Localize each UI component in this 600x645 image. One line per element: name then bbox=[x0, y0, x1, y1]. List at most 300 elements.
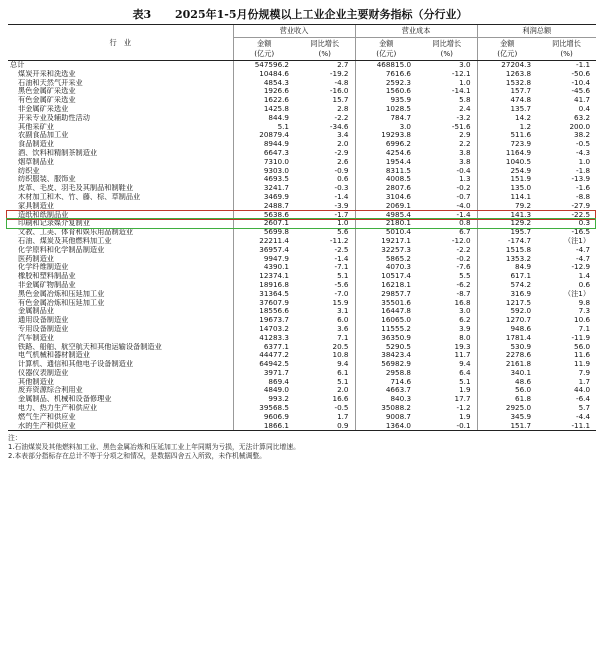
cell-value: 9303.0 bbox=[233, 167, 295, 176]
table-row bbox=[8, 334, 596, 343]
table-row bbox=[8, 105, 596, 114]
table-row bbox=[8, 263, 596, 272]
cell-value: 16218.1 bbox=[355, 281, 417, 290]
cell-value: 340.1 bbox=[477, 369, 537, 378]
cell-value: 474.8 bbox=[477, 96, 537, 105]
table-row bbox=[8, 219, 596, 228]
cell-value: 574.2 bbox=[477, 281, 537, 290]
table-row bbox=[8, 378, 596, 387]
cell-value: 1.0 bbox=[578, 157, 591, 166]
industry-name: 文教、工美、体育和娱乐用品制造业 bbox=[18, 228, 134, 237]
cell-value: 1353.2 bbox=[477, 255, 537, 264]
cell-value: 511.6 bbox=[477, 131, 537, 140]
cell-value: -5.6 bbox=[334, 280, 349, 289]
cell-value: -12.1 bbox=[451, 69, 471, 78]
cell-value: 6.2 bbox=[459, 316, 471, 325]
cell-value: 5.8 bbox=[459, 96, 471, 105]
cell-value: （注1） bbox=[563, 289, 591, 298]
cell-value: -1.4 bbox=[456, 210, 471, 219]
table-row bbox=[8, 255, 596, 264]
cell-value: 0.6 bbox=[337, 175, 349, 184]
cell-value: 714.6 bbox=[355, 378, 417, 387]
cell-value: -7.0 bbox=[334, 289, 349, 298]
industry-name: 非金属矿物制品业 bbox=[18, 280, 76, 289]
cell-value: 17.7 bbox=[454, 395, 471, 404]
cell-value: 5699.8 bbox=[233, 228, 295, 237]
cell-value: 15.9 bbox=[332, 298, 349, 307]
industry-name: 纺织业 bbox=[18, 166, 40, 175]
cell-value: -2.9 bbox=[334, 148, 349, 157]
cell-value: 3.0 bbox=[355, 123, 417, 132]
industry-name: 水的生产和供应业 bbox=[8, 422, 233, 431]
cell-value: 840.3 bbox=[355, 395, 417, 404]
cell-value: 5290.5 bbox=[355, 343, 417, 352]
cell-value: 617.1 bbox=[477, 272, 537, 281]
cell-value: 993.2 bbox=[233, 395, 295, 404]
cell-value: 8311.5 bbox=[355, 167, 417, 176]
cell-value: 9606.9 bbox=[233, 413, 295, 422]
cost-header: 营业成本 bbox=[355, 25, 477, 38]
cell-value: 1.2 bbox=[477, 123, 537, 132]
cell-value: 7.3 bbox=[578, 307, 591, 316]
cell-value: 16065.0 bbox=[355, 316, 417, 325]
cell-value: -4.7 bbox=[576, 254, 591, 263]
industry-name: 金属制品业 bbox=[18, 307, 54, 316]
industry-name: 其他采矿业 bbox=[18, 122, 54, 131]
industry-name: 金属制品、机械和设备修理业 bbox=[18, 395, 112, 404]
cell-value: -12.0 bbox=[451, 236, 471, 245]
cell-value: 784.7 bbox=[355, 114, 417, 123]
industry-name: 总计 bbox=[10, 60, 25, 69]
cell-value: 7.1 bbox=[578, 324, 591, 333]
cell-value: 5865.2 bbox=[355, 255, 417, 264]
cell-value: 2161.8 bbox=[477, 360, 537, 369]
cell-value: 61.8 bbox=[477, 395, 537, 404]
cell-value: -0.2 bbox=[456, 254, 471, 263]
cell-value: 1.0 bbox=[459, 78, 471, 87]
cell-value: 1622.6 bbox=[233, 96, 295, 105]
cell-value: 15.7 bbox=[332, 96, 349, 105]
cell-value: -27.9 bbox=[571, 201, 591, 210]
cell-value: 4254.6 bbox=[355, 149, 417, 158]
cell-value: 141.3 bbox=[477, 211, 537, 220]
cell-value: -1.7 bbox=[334, 210, 349, 219]
cell-value: -13.9 bbox=[571, 175, 591, 184]
cell-value: -2.2 bbox=[456, 245, 471, 254]
growth-unit: (%) bbox=[440, 49, 453, 58]
cell-value: 32257.3 bbox=[355, 246, 417, 255]
cell-value: 5.1 bbox=[337, 377, 349, 386]
cell-value: 3.0 bbox=[459, 60, 471, 69]
cell-value: 1364.0 bbox=[355, 422, 417, 431]
table-wrapper bbox=[0, 24, 600, 431]
cell-value: 16447.8 bbox=[355, 307, 417, 316]
table-row bbox=[8, 237, 596, 246]
cell-value: 5.1 bbox=[337, 272, 349, 281]
table-row bbox=[8, 70, 596, 79]
industry-name: 化学纤维制造业 bbox=[18, 263, 69, 272]
cell-value: 1.3 bbox=[459, 175, 471, 184]
cell-value: 11.9 bbox=[574, 360, 591, 369]
growth-unit: (%) bbox=[560, 49, 573, 58]
cell-value: 20879.4 bbox=[233, 131, 295, 140]
cell-value: 10517.4 bbox=[355, 272, 417, 281]
cell-value: -6.2 bbox=[456, 280, 471, 289]
cell-value: -10.4 bbox=[571, 78, 591, 87]
table-row bbox=[8, 307, 596, 316]
cell-value: 1.9 bbox=[459, 412, 471, 421]
cell-value: 135.7 bbox=[477, 105, 537, 114]
cell-value: 9.4 bbox=[337, 360, 349, 369]
growth-col-header bbox=[295, 38, 355, 61]
cell-value: -3.9 bbox=[334, 201, 349, 210]
industry-name: 仪器仪表制造业 bbox=[18, 368, 69, 377]
cell-value: 6.1 bbox=[337, 368, 349, 377]
table-row bbox=[8, 369, 596, 378]
cell-value: 2.2 bbox=[459, 140, 471, 149]
table-row bbox=[8, 422, 596, 431]
cell-value: -45.6 bbox=[571, 87, 591, 96]
industry-header: 行 业 bbox=[8, 25, 233, 61]
cell-value: 1.0 bbox=[337, 219, 349, 228]
profit-header: 利润总额 bbox=[477, 25, 596, 38]
cell-value: 6.0 bbox=[337, 316, 349, 325]
table-row bbox=[8, 114, 596, 123]
table-row bbox=[8, 351, 596, 360]
growth-label: 同比增长 bbox=[552, 39, 581, 48]
cell-value: -1.1 bbox=[576, 60, 591, 69]
cell-value: 10.6 bbox=[574, 316, 591, 325]
cell-value: 195.7 bbox=[477, 228, 537, 237]
industry-name: 汽车制造业 bbox=[18, 333, 54, 342]
cell-value: 2.7 bbox=[337, 60, 349, 69]
cell-value: -22.5 bbox=[571, 210, 591, 219]
cell-value: 35088.2 bbox=[355, 404, 417, 413]
cell-value: 5638.6 bbox=[233, 211, 295, 220]
cell-value: 16.8 bbox=[454, 298, 471, 307]
cell-value: 844.9 bbox=[233, 114, 295, 123]
cell-value: 935.9 bbox=[355, 96, 417, 105]
cell-value: 16.6 bbox=[332, 395, 349, 404]
cell-value: 5.6 bbox=[337, 228, 349, 237]
cell-value: 56982.9 bbox=[355, 360, 417, 369]
table-row bbox=[8, 211, 596, 220]
cell-value: 44.0 bbox=[574, 386, 591, 395]
cell-value: 114.1 bbox=[477, 193, 537, 202]
cell-value: 1515.8 bbox=[477, 246, 537, 255]
cell-value: -1.6 bbox=[576, 184, 591, 193]
industry-name: 印刷和记录媒介复制业 bbox=[18, 219, 90, 228]
cell-value: 27204.3 bbox=[477, 61, 537, 70]
cell-value: -16.0 bbox=[329, 87, 349, 96]
cell-value: 9947.9 bbox=[233, 255, 295, 264]
cell-value: -8.7 bbox=[456, 289, 471, 298]
cell-value: 3.8 bbox=[459, 157, 471, 166]
cell-value: -6.4 bbox=[576, 395, 591, 404]
cell-value: 3.8 bbox=[459, 148, 471, 157]
table-row bbox=[8, 316, 596, 325]
cell-value: 63.2 bbox=[574, 113, 591, 122]
cell-value: -0.9 bbox=[334, 166, 349, 175]
cell-value: 9008.7 bbox=[355, 413, 417, 422]
amount-label: 金额 bbox=[500, 39, 515, 48]
cell-value: 345.9 bbox=[477, 413, 537, 422]
cell-value: 41.7 bbox=[574, 96, 591, 105]
cell-value: -11.2 bbox=[329, 236, 349, 245]
table-row bbox=[8, 61, 596, 70]
table-title bbox=[0, 0, 600, 24]
cell-value: 2180.1 bbox=[355, 219, 417, 228]
table-row bbox=[8, 395, 596, 404]
cell-value: 2488.7 bbox=[233, 202, 295, 211]
industry-name: 食品制造业 bbox=[18, 140, 54, 149]
cell-value: 6.7 bbox=[459, 228, 471, 237]
cell-value: 1781.4 bbox=[477, 334, 537, 343]
cell-value: 948.6 bbox=[477, 325, 537, 334]
cell-value: -4.4 bbox=[576, 412, 591, 421]
cell-value: 0.9 bbox=[295, 422, 355, 431]
cell-value: -3.2 bbox=[456, 113, 471, 122]
table-row bbox=[8, 299, 596, 308]
cell-value: 10.8 bbox=[332, 351, 349, 360]
industry-name: 电气机械和器材制造业 bbox=[18, 351, 90, 360]
cell-value: 0.4 bbox=[578, 104, 591, 113]
amount-unit: (亿元) bbox=[376, 49, 397, 58]
table-row bbox=[8, 79, 596, 88]
cell-value: -14.1 bbox=[451, 87, 471, 96]
growth-col-header bbox=[537, 38, 596, 61]
industry-name: 纺织服装、服饰业 bbox=[18, 175, 76, 184]
notes-label: 注： bbox=[8, 434, 22, 443]
cell-value: 7.1 bbox=[337, 333, 349, 342]
header-row-groups bbox=[8, 25, 596, 38]
cell-value: 56.0 bbox=[477, 386, 537, 395]
cell-value: 9.8 bbox=[578, 298, 591, 307]
table-row bbox=[8, 228, 596, 237]
industry-name: 通用设备制造业 bbox=[18, 316, 69, 325]
cell-value: 1.9 bbox=[459, 386, 471, 395]
industry-name: 开采专业及辅助性活动 bbox=[18, 113, 90, 122]
cell-value: 2.8 bbox=[337, 104, 349, 113]
cell-value: 18556.6 bbox=[233, 307, 295, 316]
cell-value: -7.1 bbox=[334, 263, 349, 272]
industry-name: 废弃资源综合利用业 bbox=[18, 386, 83, 395]
cell-value: 38.2 bbox=[574, 131, 591, 140]
cell-value: 36957.4 bbox=[233, 246, 295, 255]
cell-value: -174.7 bbox=[477, 237, 537, 246]
table-row bbox=[8, 96, 596, 105]
cell-value: -11.9 bbox=[571, 333, 591, 342]
cell-value: 1263.8 bbox=[477, 70, 537, 79]
cell-value: -2.2 bbox=[334, 113, 349, 122]
table-row bbox=[8, 158, 596, 167]
industry-name: 非金属矿采选业 bbox=[18, 104, 69, 113]
table-row bbox=[8, 386, 596, 395]
industry-name: 橡胶和塑料制品业 bbox=[18, 272, 76, 281]
cell-value: 1217.5 bbox=[477, 299, 537, 308]
industry-name: 石油、煤炭及其他燃料加工业 bbox=[18, 236, 112, 245]
cell-value: 2.6 bbox=[337, 157, 349, 166]
cell-value: -4.3 bbox=[576, 148, 591, 157]
cell-value: -1.2 bbox=[456, 404, 471, 413]
amount-col-header bbox=[477, 38, 537, 61]
table-row bbox=[8, 404, 596, 413]
cell-value: 1028.5 bbox=[355, 105, 417, 114]
table-row bbox=[8, 167, 596, 176]
industry-name: 有色金属冶炼和压延加工业 bbox=[18, 298, 105, 307]
cell-value: 3971.7 bbox=[233, 369, 295, 378]
cell-value: 2925.0 bbox=[477, 404, 537, 413]
cell-value: 48.6 bbox=[477, 378, 537, 387]
cell-value: 11555.2 bbox=[355, 325, 417, 334]
cell-value: 41283.3 bbox=[233, 334, 295, 343]
cell-value: 79.2 bbox=[477, 202, 537, 211]
table-row bbox=[8, 202, 596, 211]
industry-name: 其他制造业 bbox=[18, 377, 54, 386]
cell-value: 5.1 bbox=[459, 377, 471, 386]
cell-value: 592.0 bbox=[477, 307, 537, 316]
cell-value: 3.1 bbox=[337, 307, 349, 316]
industry-name: 燃气生产和供应业 bbox=[18, 412, 76, 421]
cell-value: 19673.7 bbox=[233, 316, 295, 325]
cell-value: 35501.6 bbox=[355, 299, 417, 308]
table-row bbox=[8, 246, 596, 255]
cell-value: -4.7 bbox=[576, 245, 591, 254]
table-row bbox=[8, 131, 596, 140]
cell-value: 151.9 bbox=[477, 175, 537, 184]
cell-value: 56.0 bbox=[574, 342, 591, 351]
cell-value: -1.4 bbox=[334, 192, 349, 201]
cell-value: 20.5 bbox=[332, 342, 349, 351]
cell-value: -0.4 bbox=[456, 166, 471, 175]
cell-value: 135.0 bbox=[477, 184, 537, 193]
cell-value: 2278.6 bbox=[477, 351, 537, 360]
amount-col-header bbox=[233, 38, 295, 61]
cell-value: 5.1 bbox=[233, 123, 295, 132]
note-1: 1.石油煤炭及其他燃料加工业、黑色金属冶炼和压延加工业上年同期为亏损，无法计算同比增速。 bbox=[8, 443, 300, 452]
cell-value: 4985.4 bbox=[355, 211, 417, 220]
cell-value: 1954.4 bbox=[355, 158, 417, 167]
cell-value: 2.9 bbox=[459, 131, 471, 140]
cell-value: 1926.6 bbox=[233, 87, 295, 96]
table-number: 表3 bbox=[132, 8, 152, 21]
cell-value: 7616.6 bbox=[355, 70, 417, 79]
cell-value: 6647.3 bbox=[233, 149, 295, 158]
table-row bbox=[8, 281, 596, 290]
cell-value: 19293.8 bbox=[355, 131, 417, 140]
cell-value: 869.4 bbox=[233, 378, 295, 387]
cell-value: 2807.6 bbox=[355, 184, 417, 193]
table-row bbox=[8, 272, 596, 281]
cell-value: -12.9 bbox=[571, 263, 591, 272]
industry-name: 烟草制品业 bbox=[18, 157, 54, 166]
cell-value: -0.3 bbox=[334, 184, 349, 193]
cell-value: 9.4 bbox=[459, 360, 471, 369]
cell-value: -2.5 bbox=[334, 245, 349, 254]
cell-value: 7310.0 bbox=[233, 158, 295, 167]
cell-value: -1.8 bbox=[576, 166, 591, 175]
cell-value: 22211.4 bbox=[233, 237, 295, 246]
table-body bbox=[8, 61, 596, 431]
cell-value: 1.7 bbox=[578, 377, 591, 386]
cell-value: 3104.6 bbox=[355, 193, 417, 202]
industry-name: 医药制造业 bbox=[18, 254, 54, 263]
cell-value: -34.6 bbox=[329, 122, 349, 131]
industry-name: 专用设备制造业 bbox=[18, 324, 69, 333]
cell-value: 1425.8 bbox=[233, 105, 295, 114]
cell-value: -51.6 bbox=[451, 122, 471, 131]
cell-value: 1532.8 bbox=[477, 79, 537, 88]
cell-value: 31364.5 bbox=[233, 290, 295, 299]
table-row bbox=[8, 140, 596, 149]
cell-value: 3469.9 bbox=[233, 193, 295, 202]
cell-value: 4693.5 bbox=[233, 175, 295, 184]
cell-value: 4849.0 bbox=[233, 386, 295, 395]
amount-col-header bbox=[355, 38, 417, 61]
cell-value: -16.5 bbox=[571, 228, 591, 237]
cell-value: 316.9 bbox=[477, 290, 537, 299]
financial-table bbox=[8, 24, 596, 431]
table-row bbox=[8, 290, 596, 299]
cell-value: 84.9 bbox=[477, 263, 537, 272]
cell-value: 44477.2 bbox=[233, 351, 295, 360]
industry-name: 有色金属矿采选业 bbox=[18, 96, 76, 105]
cell-value: 19217.1 bbox=[355, 237, 417, 246]
cell-value: -7.6 bbox=[456, 263, 471, 272]
table-title-text: 2025年1-5月份规模以上工业企业主要财务指标（分行业） bbox=[175, 8, 468, 21]
cell-value: 1164.9 bbox=[477, 149, 537, 158]
cell-value: 4854.3 bbox=[233, 79, 295, 88]
table-row bbox=[8, 325, 596, 334]
cell-value: 0.6 bbox=[578, 280, 591, 289]
cell-value: 723.9 bbox=[477, 140, 537, 149]
table-row bbox=[8, 184, 596, 193]
revenue-header: 营业收入 bbox=[233, 25, 355, 38]
cell-value: 2958.8 bbox=[355, 369, 417, 378]
cell-value: （注1） bbox=[563, 236, 591, 245]
cell-value: 2592.3 bbox=[355, 79, 417, 88]
industry-name: 电力、热力生产和供应业 bbox=[18, 404, 98, 413]
table-row bbox=[8, 123, 596, 132]
cell-value: -8.8 bbox=[576, 192, 591, 201]
amount-label: 金额 bbox=[379, 39, 394, 48]
table-notes bbox=[8, 434, 600, 461]
growth-unit: (%) bbox=[318, 49, 331, 58]
cell-value: -0.7 bbox=[456, 192, 471, 201]
cell-value: 14.2 bbox=[477, 114, 537, 123]
cell-value: 1560.6 bbox=[355, 87, 417, 96]
industry-name: 农副食品加工业 bbox=[18, 131, 69, 140]
cell-value: 4008.5 bbox=[355, 175, 417, 184]
cell-value: 2069.1 bbox=[355, 202, 417, 211]
cell-value: 39568.5 bbox=[233, 404, 295, 413]
cell-value: 468815.0 bbox=[355, 61, 417, 70]
industry-name: 皮革、毛皮、羽毛及其制品和制鞋业 bbox=[18, 184, 134, 193]
cell-value: -0.2 bbox=[456, 184, 471, 193]
amount-unit: (亿元) bbox=[254, 49, 275, 58]
cell-value: 3.9 bbox=[459, 324, 471, 333]
amount-label: 金额 bbox=[257, 39, 272, 48]
industry-name: 黑色金属矿采选业 bbox=[18, 87, 76, 96]
cell-value: -0.5 bbox=[576, 140, 591, 149]
cell-value: 157.7 bbox=[477, 87, 537, 96]
cell-value: 151.7 bbox=[477, 422, 537, 431]
cell-value: 547596.2 bbox=[233, 61, 295, 70]
cell-value: 0.8 bbox=[459, 219, 471, 228]
industry-name: 石油和天然气开采业 bbox=[18, 78, 83, 87]
cell-value: 3.6 bbox=[337, 324, 349, 333]
cell-value: 8944.9 bbox=[233, 140, 295, 149]
